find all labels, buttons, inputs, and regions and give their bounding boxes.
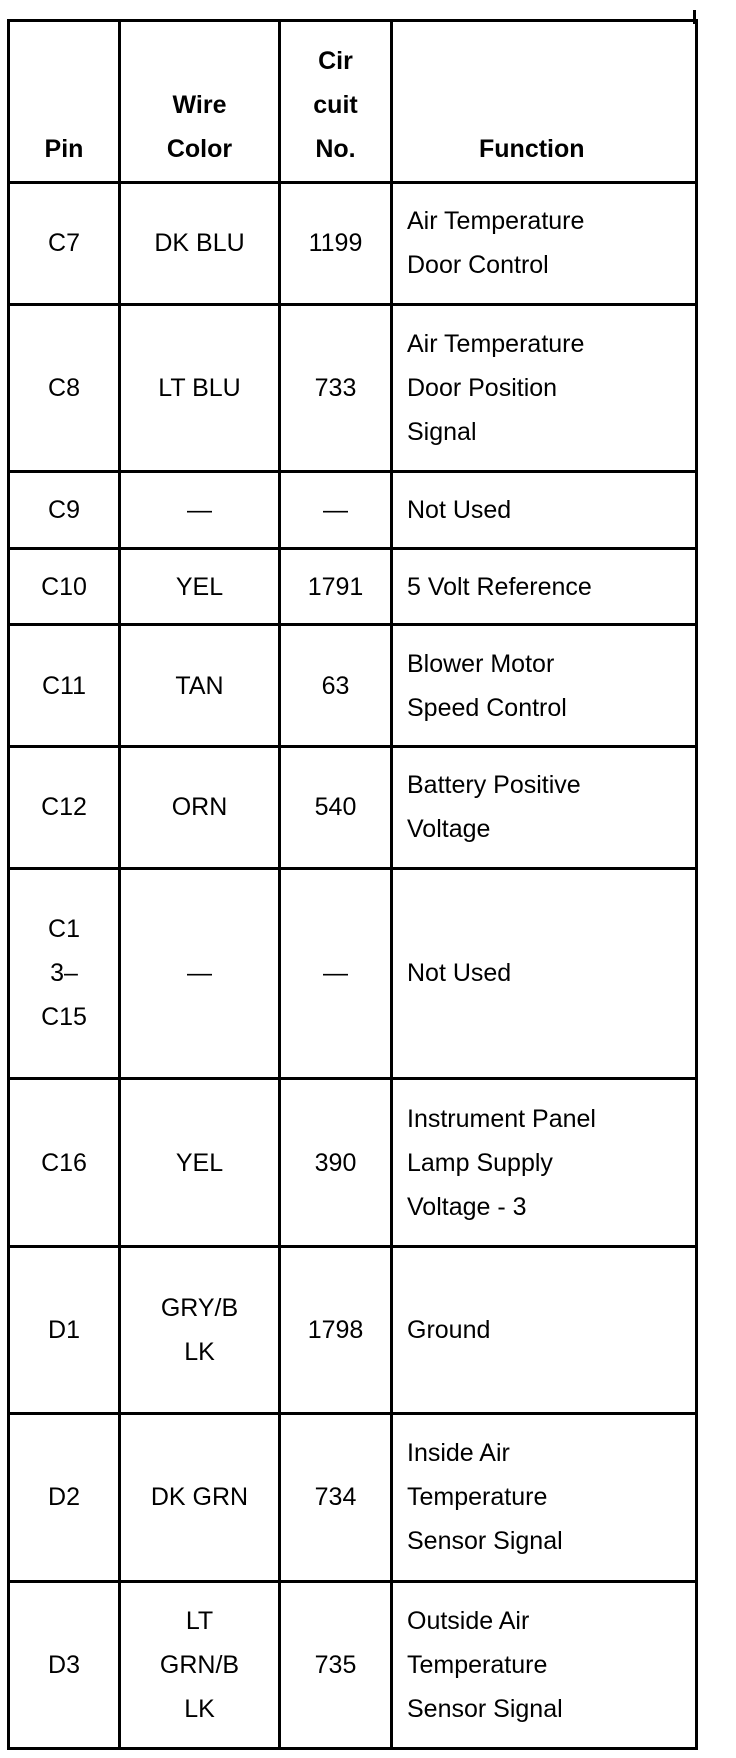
wire-color-cell-line: LT [185, 1606, 214, 1635]
wire-color-cell-line: DK BLU [154, 229, 245, 258]
table-row [9, 747, 697, 869]
wire-color-cell [120, 1246, 280, 1413]
function-cell-line: Door Control [407, 251, 549, 280]
header-wire-color [120, 21, 280, 183]
function-cell [392, 1414, 697, 1581]
wire-color-cell [120, 1414, 280, 1581]
function-cell [392, 1246, 697, 1413]
function-cell-line: Signal [407, 417, 477, 446]
wire-color-cell-line: YEL [175, 572, 224, 601]
function-cell-line: Not Used [407, 959, 512, 988]
pin-cell [9, 1246, 120, 1413]
header-function [392, 21, 697, 183]
circuit-number-cell: 63 [280, 625, 392, 747]
header-function-label: Function [479, 135, 585, 163]
table-row [9, 471, 697, 548]
pin-cell [9, 548, 120, 625]
pin-cell [9, 868, 120, 1079]
function-cell-line: Lamp Supply [407, 1148, 553, 1177]
pin-cell [9, 625, 120, 747]
function-cell [392, 1079, 697, 1246]
table-row [9, 868, 697, 1079]
header-wire-line: Wire [172, 91, 227, 119]
pin-cell-line: C12 [41, 793, 87, 822]
function-cell-line: Ground [407, 1316, 491, 1345]
table-row [9, 548, 697, 625]
pin-cell-line: D1 [48, 1316, 80, 1345]
function-cell [392, 1581, 697, 1748]
pinout-rows [9, 183, 697, 1749]
wire-color-cell [120, 625, 280, 747]
pin-cell-line: C7 [48, 229, 80, 258]
pin-cell-line: C8 [48, 373, 80, 402]
function-cell-line: Inside Air [407, 1439, 510, 1468]
table-row [9, 1079, 697, 1246]
header-pin-label: Pin [44, 135, 84, 163]
wire-color-cell [120, 471, 280, 548]
function-cell-line: Speed Control [407, 693, 567, 722]
pin-cell [9, 471, 120, 548]
table-row [9, 1246, 697, 1413]
wire-color-cell-line: LK [184, 1338, 215, 1367]
pin-cell-line: C15 [41, 1003, 87, 1032]
header-circuit-line: Cir [318, 47, 353, 75]
function-cell-line: Air Temperature [407, 207, 585, 236]
pin-cell-line: C11 [41, 671, 86, 700]
table-row [9, 1414, 697, 1581]
function-cell-line: 5 Volt Reference [407, 572, 592, 601]
pin-cell-line: 3– [50, 959, 78, 988]
wire-color-cell [120, 868, 280, 1079]
header-circuit-no [280, 21, 392, 183]
circuit-number-cell: 540 [280, 747, 392, 869]
circuit-number-cell: 1791 [280, 548, 392, 625]
table-row [9, 1581, 697, 1748]
wire-color-cell [120, 304, 280, 471]
header-pin [9, 21, 120, 183]
wire-color-cell [120, 548, 280, 625]
wire-color-cell-line: DK GRN [150, 1483, 249, 1512]
pin-cell [9, 1414, 120, 1581]
wire-color-cell-line: TAN [175, 671, 224, 700]
circuit-number-cell: 735 [280, 1581, 392, 1748]
header-row [9, 21, 697, 183]
circuit-number-cell: 1798 [280, 1246, 392, 1413]
wire-color-cell-line: LK [184, 1694, 215, 1723]
wire-color-cell-line: YEL [175, 1148, 224, 1177]
wire-color-cell-line: GRY/B [160, 1294, 239, 1323]
function-cell-line: Not Used [407, 495, 512, 524]
circuit-number-cell: 1199 [280, 183, 392, 305]
circuit-number-cell: — [280, 471, 392, 548]
pinout-table [7, 19, 698, 1750]
pin-cell [9, 1079, 120, 1246]
function-cell-line: Sensor Signal [407, 1694, 563, 1723]
table-row [9, 625, 697, 747]
wire-color-cell-line: LT BLU [158, 373, 241, 402]
table-row [9, 304, 697, 471]
wire-color-cell-line: GRN/B [159, 1650, 240, 1679]
wire-color-cell [120, 747, 280, 869]
pin-cell [9, 747, 120, 869]
function-cell-line: Blower Motor [407, 649, 555, 678]
function-cell-line: Sensor Signal [407, 1527, 563, 1556]
wire-color-cell [120, 1581, 280, 1748]
table-row [9, 183, 697, 305]
pin-cell-line: D3 [48, 1650, 80, 1679]
pin-cell [9, 304, 120, 471]
function-cell [392, 548, 697, 625]
function-cell [392, 868, 697, 1079]
pin-cell [9, 1581, 120, 1748]
wire-color-cell [120, 183, 280, 305]
circuit-number-cell: 733 [280, 304, 392, 471]
function-cell [392, 471, 697, 548]
wire-color-cell-line: — [187, 495, 212, 524]
pin-cell-line: D2 [48, 1483, 80, 1512]
header-wire-line: Color [166, 135, 233, 163]
function-cell [392, 625, 697, 747]
function-cell-line: Temperature [407, 1650, 548, 1679]
pin-cell [9, 183, 120, 305]
function-cell [392, 304, 697, 471]
wire-color-cell-line: ORN [171, 793, 228, 822]
header-circuit-line: No. [315, 135, 356, 163]
pin-cell-line: C9 [48, 495, 80, 524]
circuit-number-cell: 390 [280, 1079, 392, 1246]
pin-cell-line: C10 [41, 572, 87, 601]
function-cell-line: Outside Air [407, 1606, 530, 1635]
function-cell-line: Temperature [407, 1483, 548, 1512]
wire-color-cell-line: — [187, 959, 212, 988]
circuit-number-cell: — [280, 868, 392, 1079]
function-cell-line: Voltage [407, 815, 491, 844]
pin-cell-line: C16 [41, 1148, 87, 1177]
function-cell-line: Battery Positive [407, 771, 581, 800]
function-cell-line: Voltage - 3 [407, 1192, 527, 1221]
function-cell-line: Air Temperature [407, 329, 585, 358]
function-cell [392, 747, 697, 869]
function-cell [392, 183, 697, 305]
circuit-number-cell: 734 [280, 1414, 392, 1581]
wire-color-cell [120, 1079, 280, 1246]
pin-cell-line: C1 [48, 915, 80, 944]
function-cell-line: Instrument Panel [407, 1104, 596, 1133]
function-cell-line: Door Position [407, 373, 558, 402]
header-circuit-line: cuit [313, 91, 358, 119]
